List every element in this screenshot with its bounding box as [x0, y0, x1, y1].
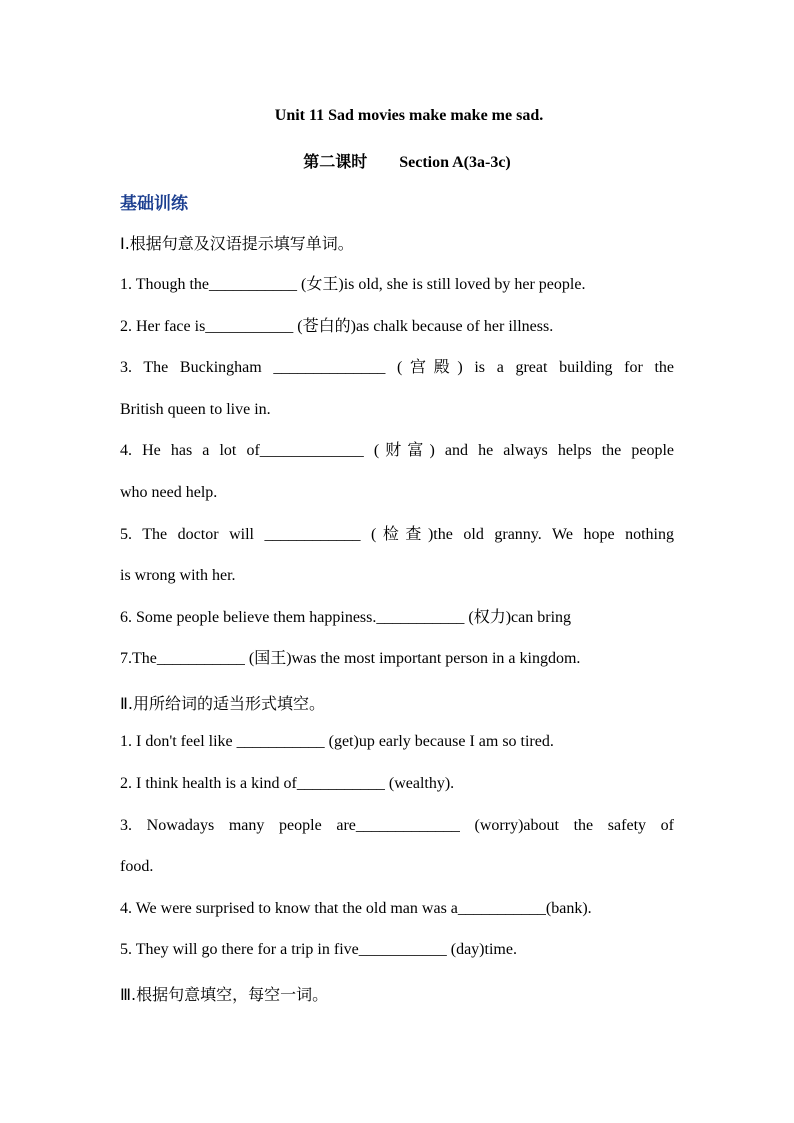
exercise-line: 1. Though the___________ (女王)is old, she is still loved by her people.	[120, 276, 586, 293]
exercise-line: 2. I think health is a kind of___________ (wealthy).	[120, 775, 455, 792]
section-3-title: Ⅲ.根据句意填空，每空一词。	[120, 985, 329, 1004]
page-title: Unit 11 Sad movies make make me sad.	[274, 107, 544, 124]
exercise-line: 5. They will go there for a trip in five___________ (day)time.	[120, 941, 517, 958]
exercise-line: 2. Her face is___________ (苍白的)as chalk because of her illness.	[120, 318, 554, 335]
exercise-line: 4. He has a lot of_____________ (财富) and he always helps the people	[120, 442, 674, 459]
exercise-line: food.	[120, 858, 154, 875]
section-1-title: I.根据句意及汉语提示填写单词。	[120, 234, 354, 253]
section-heading-basic-training: 基础训练	[120, 194, 188, 214]
exercise-line: is wrong with her.	[120, 567, 236, 584]
exercise-line: 4. We were surprised to know that the old man was a___________(bank).	[120, 900, 592, 917]
exercise-line: 5. The doctor will ____________ (检查)the old granny. We hope nothing	[120, 526, 674, 543]
exercise-line: 1. I don't feel like ___________ (get)up early because I am so tired.	[120, 733, 554, 750]
exercise-line: 3. Nowadays many people are_____________ (worry)about the safety of	[120, 817, 674, 834]
exercise-line: 7.The___________ (国王)was the most important person in a kingdom.	[120, 650, 581, 667]
exercise-line: 6. Some people believe them happiness.___________ (权力)can bring	[120, 609, 572, 626]
exercise-line: 3. The Buckingham ______________ (宫殿) is a great building for the	[120, 359, 674, 376]
exercise-line: who need help.	[120, 484, 218, 501]
section-2-title: Ⅱ.用所给词的适当形式填空。	[120, 694, 325, 713]
page-subtitle: 第二课时 Section A(3a-3c)	[303, 154, 511, 171]
exercise-line: British queen to live in.	[120, 401, 271, 418]
